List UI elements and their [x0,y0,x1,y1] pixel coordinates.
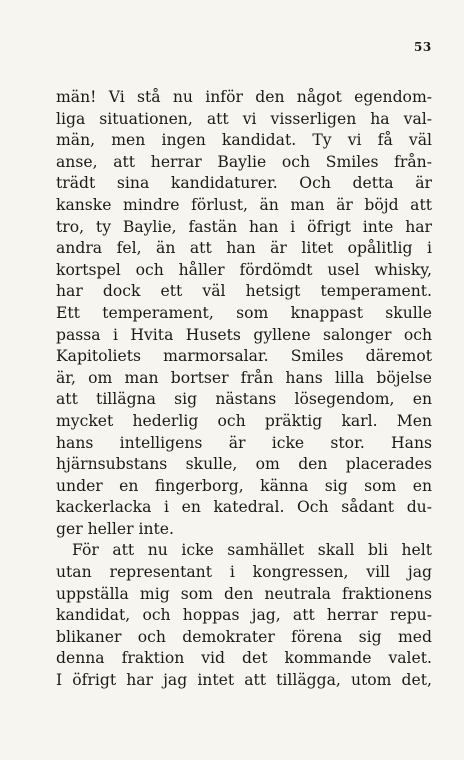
text-line: hans intelligens är icke stor. Hans [56,433,432,452]
text-line: är, om man bortser från hans lilla böjelse [56,368,432,387]
text-line: trädt sina kandidaturer. Och detta är [56,174,432,193]
text-line: Kapitoliets marmorsalar. Smiles däremot [56,347,432,366]
text-line: att tillägna sig nästans lösegendom, en [56,390,432,409]
text-line: passa i Hvita Husets gyllene salonger och [56,325,432,344]
text-line: under en fingerborg, känna sig som en [56,476,432,495]
page-number: 53 [414,40,432,54]
text-line: ger heller inte. [56,519,174,538]
text-line: hjärnsubstans skulle, om den placerades [56,455,432,474]
text-line: utan representant i kongressen, vill jag [56,563,432,582]
text-line: andra fel, än att han är litet opålitlig i [56,239,432,258]
text-line: har dock ett väl hetsigt temperament. [56,282,432,301]
text-line: uppställa mig som den neutrala fraktionens [56,584,432,603]
text-line: kanske mindre förlust, än man är böjd att [56,195,432,214]
text-line: liga situationen, att vi visserligen ha val- [56,109,432,128]
text-line: Ett temperament, som knappast skulle [56,303,432,322]
text-line: anse, att herrar Baylie och Smiles från- [56,152,432,171]
body-text [56,87,432,692]
text-line: kackerlacka i en katedral. Och sådant du- [56,498,432,517]
text-line: män, men ingen kandidat. Ty vi få väl [56,131,432,150]
text-line: denna fraktion vid det kommande valet. [56,649,432,668]
text-line: För att nu icke samhället skall bli helt [72,541,432,560]
text-line: kortspel och håller fördömdt usel whisky, [56,260,432,279]
text-line: tro, ty Baylie, fastän han i öfrigt inte har [56,217,432,236]
text-line: mycket hederlig och präktig karl. Men [56,411,432,430]
text-line: blikaner och demokrater förena sig med [56,627,432,646]
text-line: kandidat, och hoppas jag, att herrar repu- [56,606,432,625]
text-line: män! Vi stå nu inför den något egendom- [56,88,432,106]
text-line: I öfrigt har jag intet att tillägga, utom det, [56,671,432,690]
